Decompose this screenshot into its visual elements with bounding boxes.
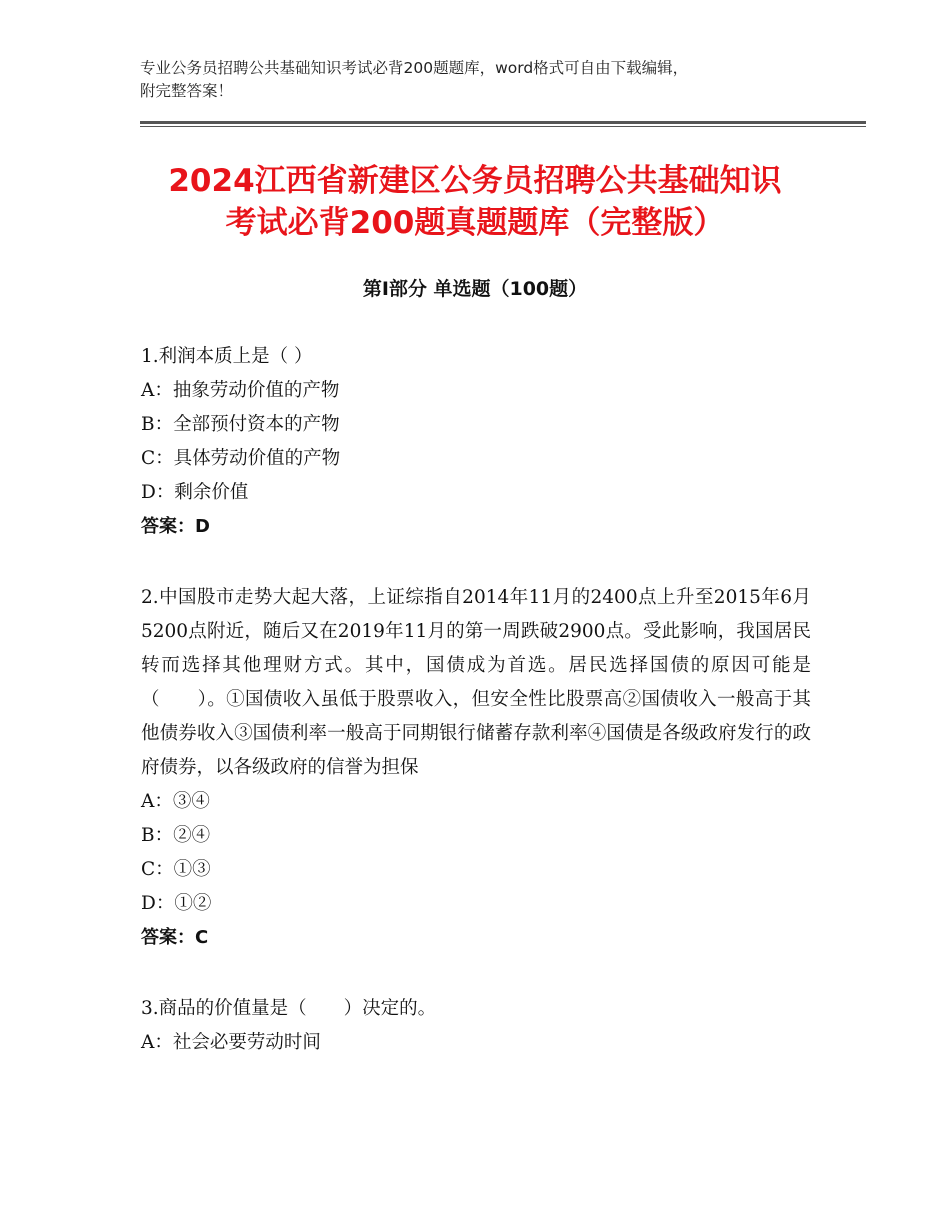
option-c: C：具体劳动价值的产物	[141, 448, 341, 469]
option-a: A：抽象劳动价值的产物	[141, 380, 340, 401]
header-note-line-2: 附完整答案！	[140, 82, 234, 100]
answer: 答案：C	[141, 927, 209, 948]
question-stem: 2.中国股市走势大起大落，上证综指自2014年11月的2400点上升至2015年6月5200点附近，随后又在2019年11月的第一周跌破2900点。受此影响，我国居民转而选择其他理财方式。其中，国债成为首选。居民选择国债的原因可能是（ ）。①国债收入虽低于股票收入，但安全性比股票高②国债收入一般高于其他债券收入③国债利率一般高于同期银行储蓄存款利率④国债是各级政府发行的政府债券，以各级政府的信誉为担保	[141, 587, 811, 778]
option-b: B：②④	[141, 825, 211, 846]
question-3	[141, 992, 811, 1060]
option-d: D：①②	[141, 893, 212, 914]
header-note	[140, 57, 820, 103]
document-title	[100, 160, 850, 244]
header-rule-thin	[140, 126, 866, 127]
question-list	[141, 340, 811, 1097]
option-d: D：剩余价值	[141, 482, 249, 503]
document-title-line-1: 2024江西省新建区公务员招聘公共基础知识	[168, 163, 782, 199]
option-c: C：①③	[141, 859, 211, 880]
question-stem: 1.利润本质上是（ ）	[141, 346, 313, 367]
section-title: 第Ⅰ部分 单选题（100题）	[362, 278, 588, 300]
option-b: B：全部预付资本的产物	[141, 414, 340, 435]
option-a: A：社会必要劳动时间	[141, 1032, 321, 1053]
question-stem: 3.商品的价值量是（ ）决定的。	[141, 998, 437, 1019]
header-rule-thick	[140, 121, 866, 124]
option-a: A：③④	[141, 791, 210, 812]
answer: 答案：D	[141, 516, 210, 537]
question-1	[141, 340, 811, 544]
question-2	[141, 581, 811, 955]
header-note-line-1: 专业公务员招聘公共基础知识考试必背200题题库，word格式可自由下载编辑，	[140, 59, 689, 77]
document-title-line-2: 考试必背200题真题题库（完整版）	[225, 205, 725, 241]
